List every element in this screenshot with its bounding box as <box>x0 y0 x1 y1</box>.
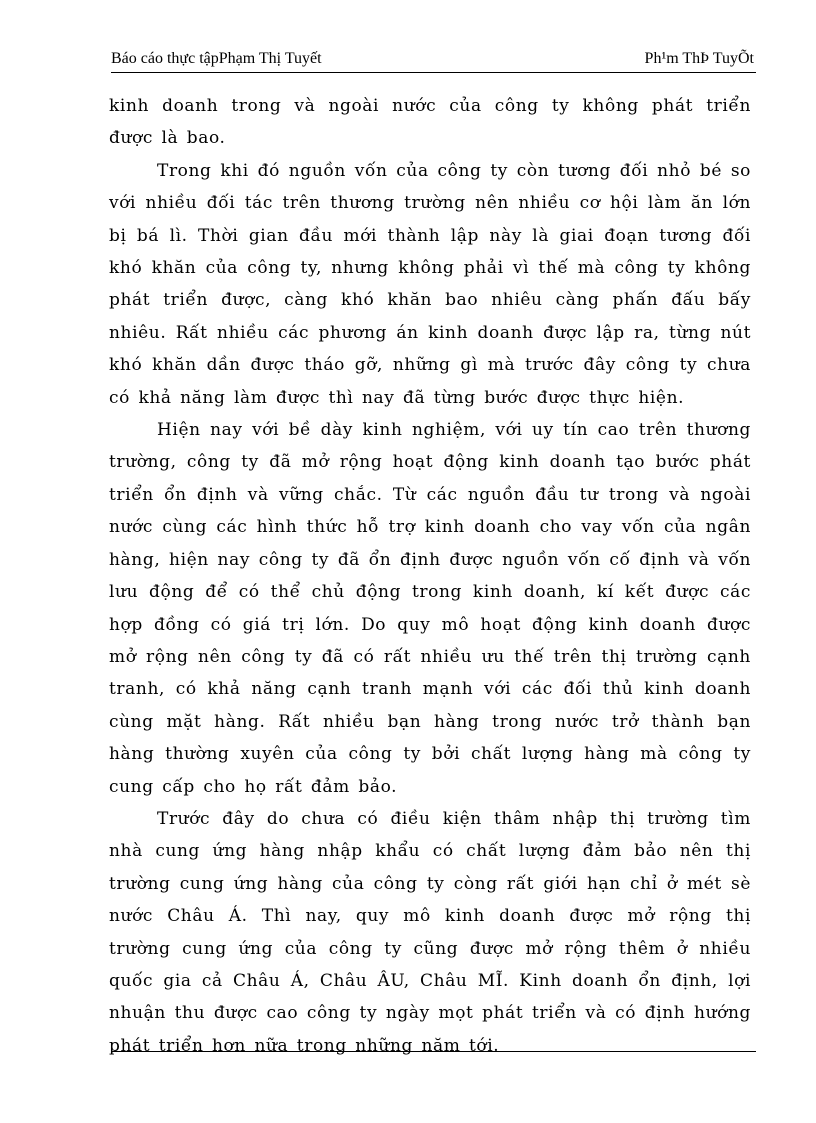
header-right-author: Ph¹m ThÞ TuyÕt <box>644 50 754 67</box>
header-left-title: Báo cáo thực tậpPhạm Thị Tuyết <box>111 50 322 67</box>
footer-divider <box>111 1051 756 1052</box>
paragraph-3: Hiện nay với bề dày kinh nghiệm, với uy tín cao trên thương trường, công ty đã mở rộng hoạt động kinh doanh tạo bước phát triển ổn định và vững chắc. Từ các nguồn đầu tư trong và ngoài nước cùng các hình thức hỗ trợ kinh doanh cho vay vốn của ngân hàng, hiện nay công ty đã ổn định được nguồn vốn cố định và vốn lưu động để có thể chủ động trong kinh doanh, kí kết được các hợp đồng có giá trị lớn. Do quy mô hoạt động kinh doanh được mở rộng nên công ty đã có rất nhiều ưu thế trên thị trường cạnh tranh, có khả năng cạnh tranh mạnh với các đối thủ kinh doanh cùng mặt hàng. Rất nhiều bạn hàng trong nước trở thành bạn hàng thường xuyên của công ty bởi chất lượng hàng mà công ty cung cấp cho họ rất đảm bảo. <box>109 420 751 797</box>
paragraph-2: Trong khi đó nguồn vốn của công ty còn tương đối nhỏ bé so với nhiều đối tác trên thương trường nên nhiều cơ hội làm ăn lớn bị bá lì. Thời gian đầu mới thành lập này là giai đoạn tương đối khó khăn của công ty, nhưng không phải vì thế mà công ty không phát triển được, càng khó khăn bao nhiêu càng phấn đấu bấy nhiêu. Rất nhiều các phương án kinh doanh được lập ra, từng nút khó khăn dần được tháo gỡ, những gì mà trước đây công ty chưa có khả năng làm được thì nay đã từng bước được thực hiện. <box>109 160 751 408</box>
paragraph-1: kinh doanh trong và ngoài nước của công ty không phát triển được là bao. <box>109 96 751 149</box>
paragraph-4: Trước đây do chưa có điều kiện thâm nhập thị trường tìm nhà cung ứng hàng nhập khẩu có chất lượng đảm bảo nên thị trường cung ứng hàng của công ty còng rất giới hạn chỉ ở mét sè nước Châu Á. Thì nay, quy mô kinh doanh được mở rộng thị trường cung ứng của công ty cũng được mở rộng thêm ở nhiều quốc gia cả Châu Á, Châu ÂU, Châu MĨ. Kinh doanh ổn định, lợi nhuận thu được cao công ty ngày mọt phát triển và có định hướng phát triển hơn nữa trong những năm tới. <box>109 808 751 1056</box>
document-body <box>109 90 751 1062</box>
page-header <box>111 46 756 73</box>
